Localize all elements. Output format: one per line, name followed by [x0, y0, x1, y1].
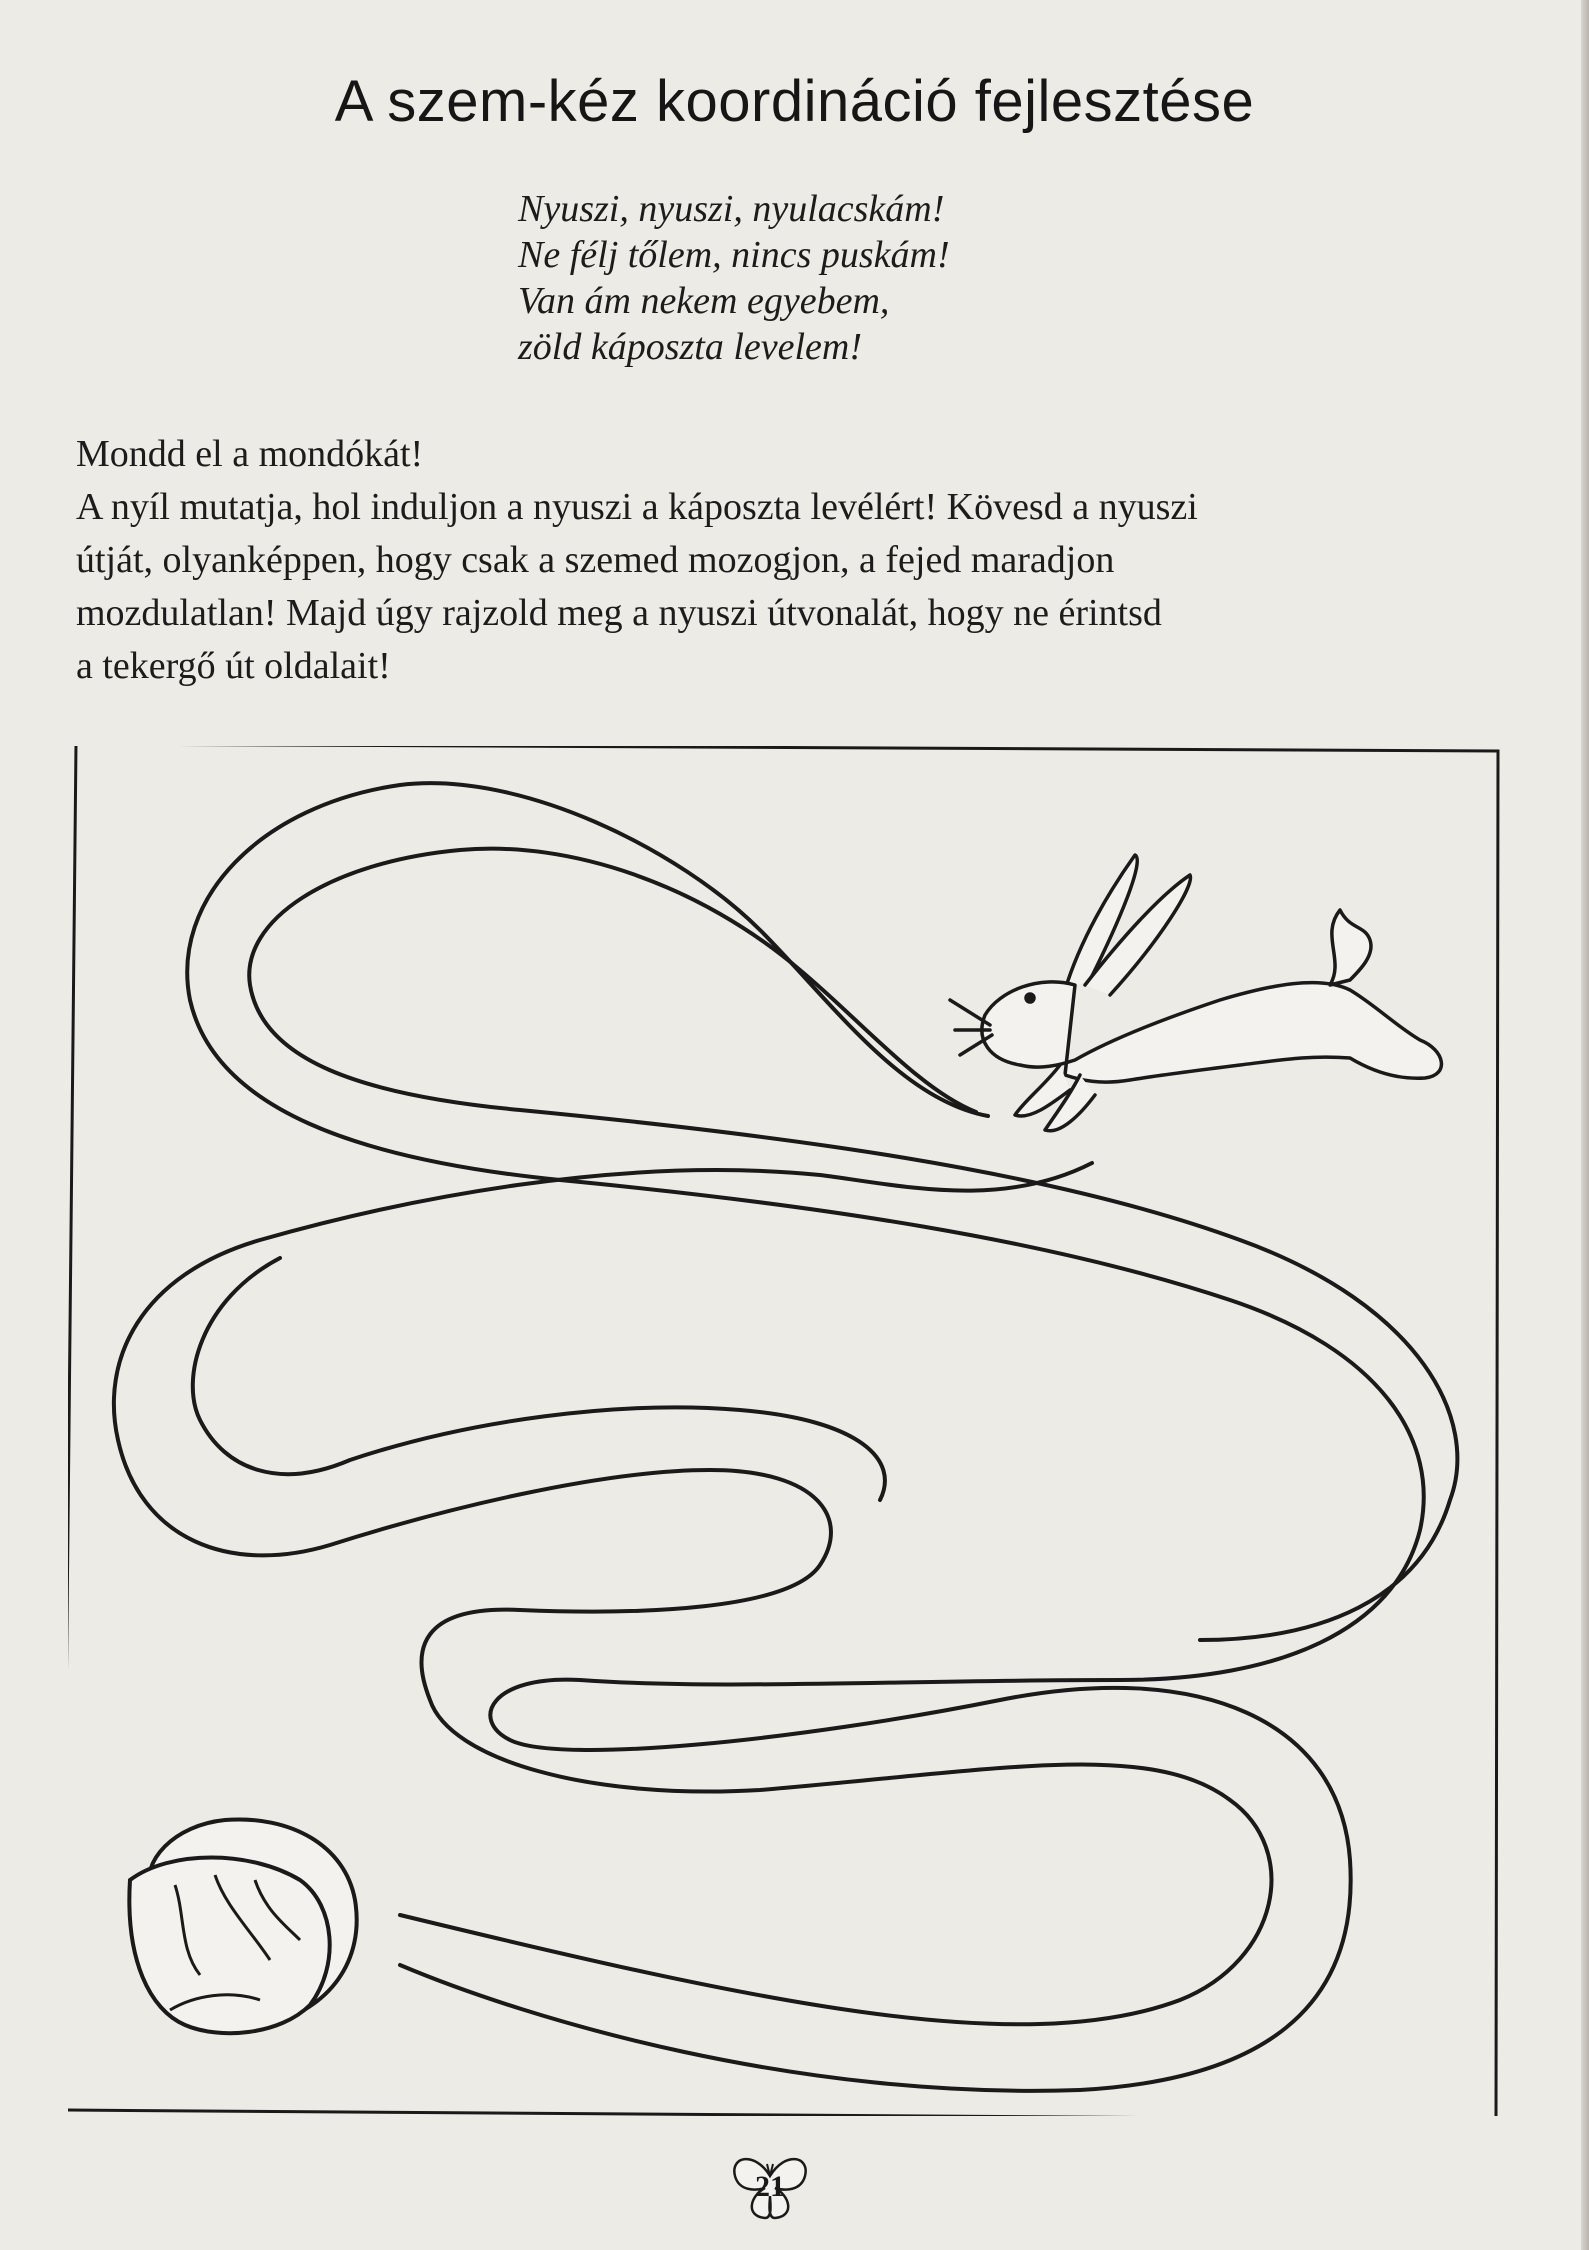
page-title: A szem-kéz koordináció fejlesztése [334, 69, 1255, 134]
poem-line: zöld káposzta levelem! [518, 326, 863, 368]
instruction-line: Mondd el a mondókát! [76, 433, 424, 475]
maze-illustration [68, 746, 1500, 2116]
page-edge [1581, 0, 1589, 2250]
instruction-line: A nyíl mutatja, hol induljon a nyuszi a káposzta levélért! Kövesd a nyuszi [76, 486, 1198, 528]
page-number-badge [725, 2146, 815, 2226]
page-number: 21 [755, 2170, 785, 2203]
maze-path-outer-wall [187, 783, 1424, 2091]
poem [518, 186, 950, 370]
maze-path-lane-a [249, 849, 1457, 1640]
poem-line: Van ám nekem egyebem, [518, 280, 890, 322]
poem-line: Ne félj tőlem, nincs puskám! [518, 234, 950, 276]
instruction-line: a tekergő út oldalait! [76, 645, 391, 687]
maze-path-lane-b [193, 1258, 885, 1500]
instruction-line: mozdulatlan! Majd úgy rajzold meg a nyuszi útvonalát, hogy ne érintsd [76, 592, 1162, 634]
instructions [76, 428, 1516, 693]
rabbit-drawing [950, 855, 1441, 1131]
cabbage-drawing [129, 1819, 356, 2033]
instruction-line: útját, olyanképpen, hogy csak a szemed mozogjon, a fejed maradjon [76, 539, 1115, 581]
poem-line: Nyuszi, nyuszi, nyulacskám! [518, 188, 945, 230]
